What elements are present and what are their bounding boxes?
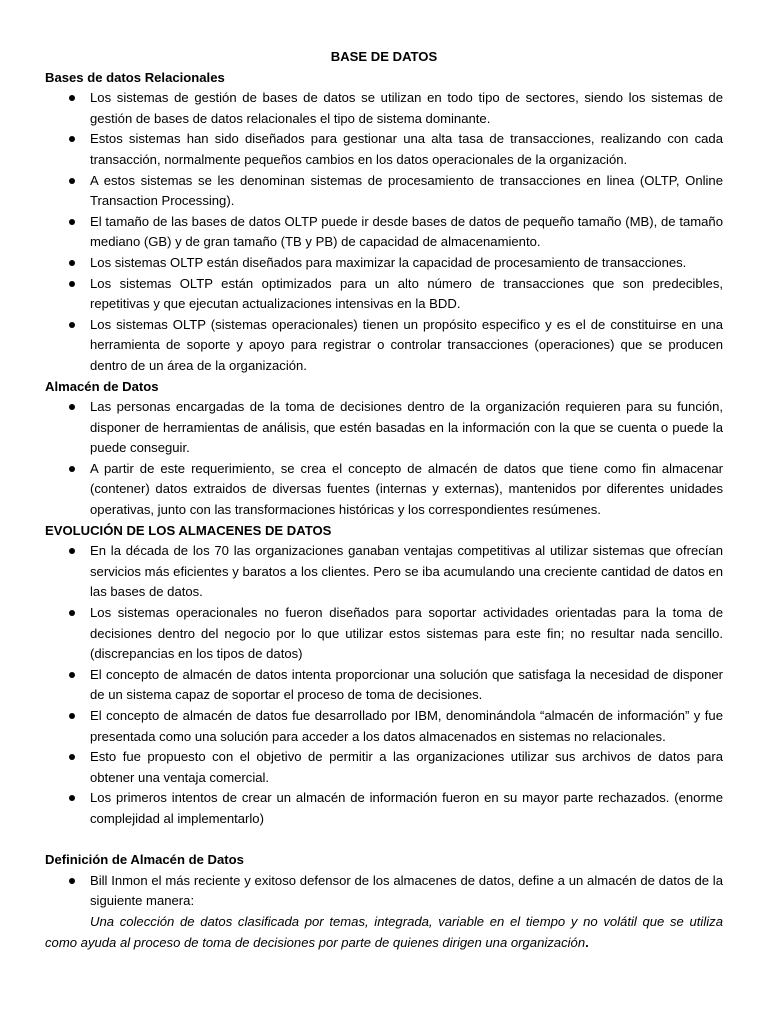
list-item-text: En la década de los 70 las organizaciones ganaban ventajas competitivas al utilizar sistemas que ofrecían servicios más eficientes y baratos a los clientes. Pero se iba acumulando una creciente cantidad de datos en las bases de datos. [90,543,723,600]
bullet-dot-icon [69,136,75,142]
list-item-text: El concepto de almacén de datos fue desarrollado por IBM, denominándola “almacén de información” y fue presentada como una solución para acceder a los datos almacenados en sistemas no relacionales. [90,708,723,744]
list-item [45,871,723,912]
list-item [45,88,723,129]
list-item [45,459,723,521]
definition-quote-period: . [585,934,589,950]
bullet-dot-icon [69,672,75,678]
bullet-dot-icon [69,878,75,884]
bullet-list [45,88,723,376]
list-item-text: Las personas encargadas de la toma de decisiones dentro de la organización requieren para su función, disponer de herramientas de análisis, que estén basadas en la información con la que se cuenta o puede la puede conseguir. [90,399,723,456]
document-title: BASE DE DATOS [330,49,438,64]
list-item [45,212,723,253]
list-item [45,397,723,459]
section-bases-relacionales [45,68,723,377]
bullet-dot-icon [69,754,75,760]
list-item [45,315,723,377]
list-item-text: Los sistemas OLTP están diseñados para maximizar la capacidad de procesamiento de transacciones. [90,254,687,270]
list-item [45,253,723,274]
list-item-text: El concepto de almacén de datos intenta proporcionar una solución que satisfaga la necesidad de disponer de un sistema capaz de soportar el proceso de toma de decisiones. [90,666,723,703]
list-item [45,129,723,170]
bullet-list [45,871,723,912]
bullet-dot-icon [69,322,75,328]
list-item-text: Estos sistemas han sido diseñados para gestionar una alta tasa de transacciones, realizando con cada transacción, normalmente pequeños cambios en los datos operacionales de la organización. [90,131,723,167]
list-item [45,171,723,212]
list-item [45,603,723,665]
definition-quote [45,912,723,953]
bullet-dot-icon [69,404,75,410]
bullet-dot-icon [69,610,75,616]
bullet-dot-icon [69,713,75,719]
bullet-dot-icon [69,178,75,184]
list-item-text: El tamaño de las bases de datos OLTP puede ir desde bases de datos de pequeño tamaño (MB), de tamaño mediano (GB) y de gran tamaño (TB y PB) de capacidad de almacenamiento. [90,213,723,250]
document-page [45,47,723,953]
list-item-text: Los primeros intentos de crear un almacén de información fueron en su mayor parte rechazados. (enorme complejidad al implementarlo) [90,790,723,826]
list-item-text: Esto fue propuesto con el objetivo de permitir a las organizaciones utilizar sus archivos de datos para obtener una ventaja comercial. [90,749,723,785]
bullet-dot-icon [69,95,75,101]
list-item-text: Bill Inmon el más reciente y exitoso defensor de los almacenes de datos, define a un almacén de datos de la siguiente manera: [90,872,723,909]
list-item-text: Los sistemas OLTP están optimizados para un alto número de transacciones que son predecibles, repetitivas y que ejecutan actualizaciones intensivas en la BDD. [90,275,723,312]
list-item-text: Los sistemas operacionales no fueron diseñados para soportar actividades orientadas para la toma de decisiones dentro del negocio por lo que utilizar estos sistemas para este fin; no resultar nada sencillo. (discrepancias en los tipos de datos) [90,605,723,662]
list-item [45,788,723,829]
list-item-text: A estos sistemas se les denominan sistemas de procesamiento de transacciones en linea (OLTP, Online Transaction Processing). [90,172,723,209]
definition-quote-text: Una colección de datos clasificada por temas, integrada, variable en el tiempo y no volátil que se utiliza como ayuda al proceso de toma de decisiones por parte de quienes dirigen una organización [45,913,723,950]
bullet-dot-icon [69,548,75,554]
section-heading: Bases de datos Relacionales [45,69,225,85]
bullet-dot-icon [69,219,75,225]
bullet-dot-icon [69,281,75,287]
section-evolucion [45,521,723,830]
list-item [45,747,723,788]
bullet-dot-icon [69,795,75,801]
section-almacen-de-datos [45,377,723,521]
list-item [45,706,723,747]
list-item-text: Los sistemas OLTP (sistemas operacionales) tienen un propósito especifico y es el de constituirse en una herramienta de soporte y apoyo para registrar o controlar transacciones (operaciones) que se producen dentro de un área de la organización. [90,316,723,373]
list-item [45,274,723,315]
list-item-text: Los sistemas de gestión de bases de datos se utilizan en todo tipo de sectores, siendo los sistemas de gestión de bases de datos relacionales el tipo de sistema dominante. [90,90,723,126]
list-item-text: A partir de este requerimiento, se crea el concepto de almacén de datos que tiene como fin almacenar (contener) datos extraidos de diversas fuentes (internas y externas), mantenidos por diferentes unidades operativas, junto con las transformaciones históricas y los correspondientes resúmenes. [90,460,723,518]
list-item [45,541,723,603]
list-item [45,665,723,706]
section-heading: Definición de Almacén de Datos [45,852,244,868]
bullet-dot-icon [69,466,75,472]
bullet-list [45,541,723,829]
section-heading: EVOLUCIÓN DE LOS ALMACENES DE DATOS [45,522,332,538]
section-definicion [45,850,723,953]
bullet-list [45,397,723,521]
section-heading: Almacén de Datos [45,378,159,394]
bullet-dot-icon [69,260,75,266]
